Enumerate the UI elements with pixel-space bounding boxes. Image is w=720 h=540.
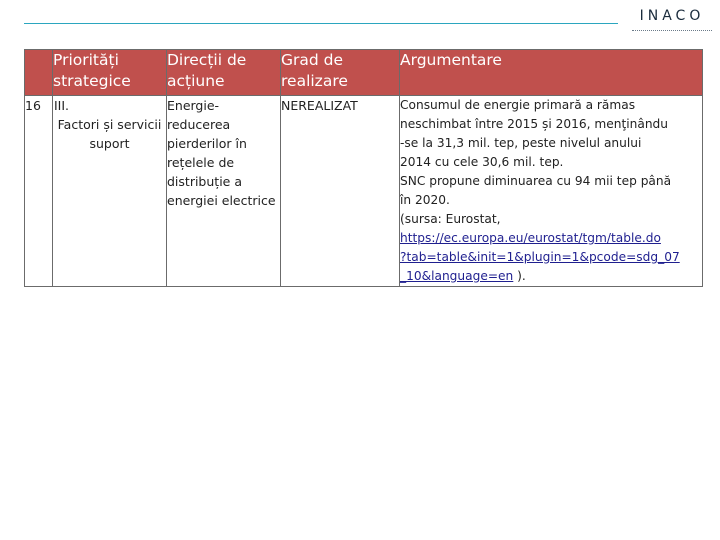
row-status: NEREALIZAT bbox=[281, 96, 400, 287]
header-rule bbox=[24, 23, 618, 24]
logo-text: INACO bbox=[639, 8, 705, 24]
inaco-logo bbox=[628, 8, 716, 36]
argument-line: Consumul de energie primară a rămas bbox=[400, 98, 636, 112]
argument-line: (sursa: Eurostat, bbox=[400, 212, 501, 226]
argument-line: -se la 31,3 mil. tep, peste nivelul anului bbox=[400, 136, 642, 150]
argument-line: neschimbat între 2015 și 2016, menţinându bbox=[400, 117, 669, 131]
row-priority bbox=[53, 96, 167, 287]
row-number: 16 bbox=[25, 96, 53, 287]
priority-text: Factori și servicii suport bbox=[57, 117, 162, 151]
eurostat-link[interactable]: https://ec.europa.eu/eurostat/tgm/table.do bbox=[400, 231, 661, 245]
eurostat-link[interactable]: ?tab=table&init=1&plugin=1&pcode=sdg_07 bbox=[400, 250, 680, 264]
row-argument bbox=[400, 96, 703, 287]
priority-roman: III. bbox=[54, 98, 70, 113]
header-direction: Direcții de acțiune bbox=[167, 50, 281, 96]
table-header-row bbox=[25, 50, 703, 96]
row-direction: Energie-reducerea pierderilor în rețelele de distribuție a energiei electrice bbox=[167, 96, 281, 287]
header-status: Grad de realizare bbox=[281, 50, 400, 96]
argument-line: în 2020. bbox=[400, 193, 450, 207]
logo-tagline-decoration bbox=[632, 30, 712, 35]
header-number-cell bbox=[25, 50, 53, 96]
header-argument: Argumentare bbox=[400, 50, 703, 96]
closing-text: ). bbox=[513, 269, 526, 283]
strategy-table bbox=[24, 49, 703, 287]
eurostat-link[interactable]: _10&language=en bbox=[400, 269, 514, 283]
argument-line: 2014 cu cele 30,6 mil. tep. bbox=[400, 155, 564, 169]
header-priority: Priorități strategice bbox=[53, 50, 167, 96]
table-row bbox=[25, 96, 703, 287]
argument-line: SNC propune diminuarea cu 94 mii tep până bbox=[400, 174, 672, 188]
